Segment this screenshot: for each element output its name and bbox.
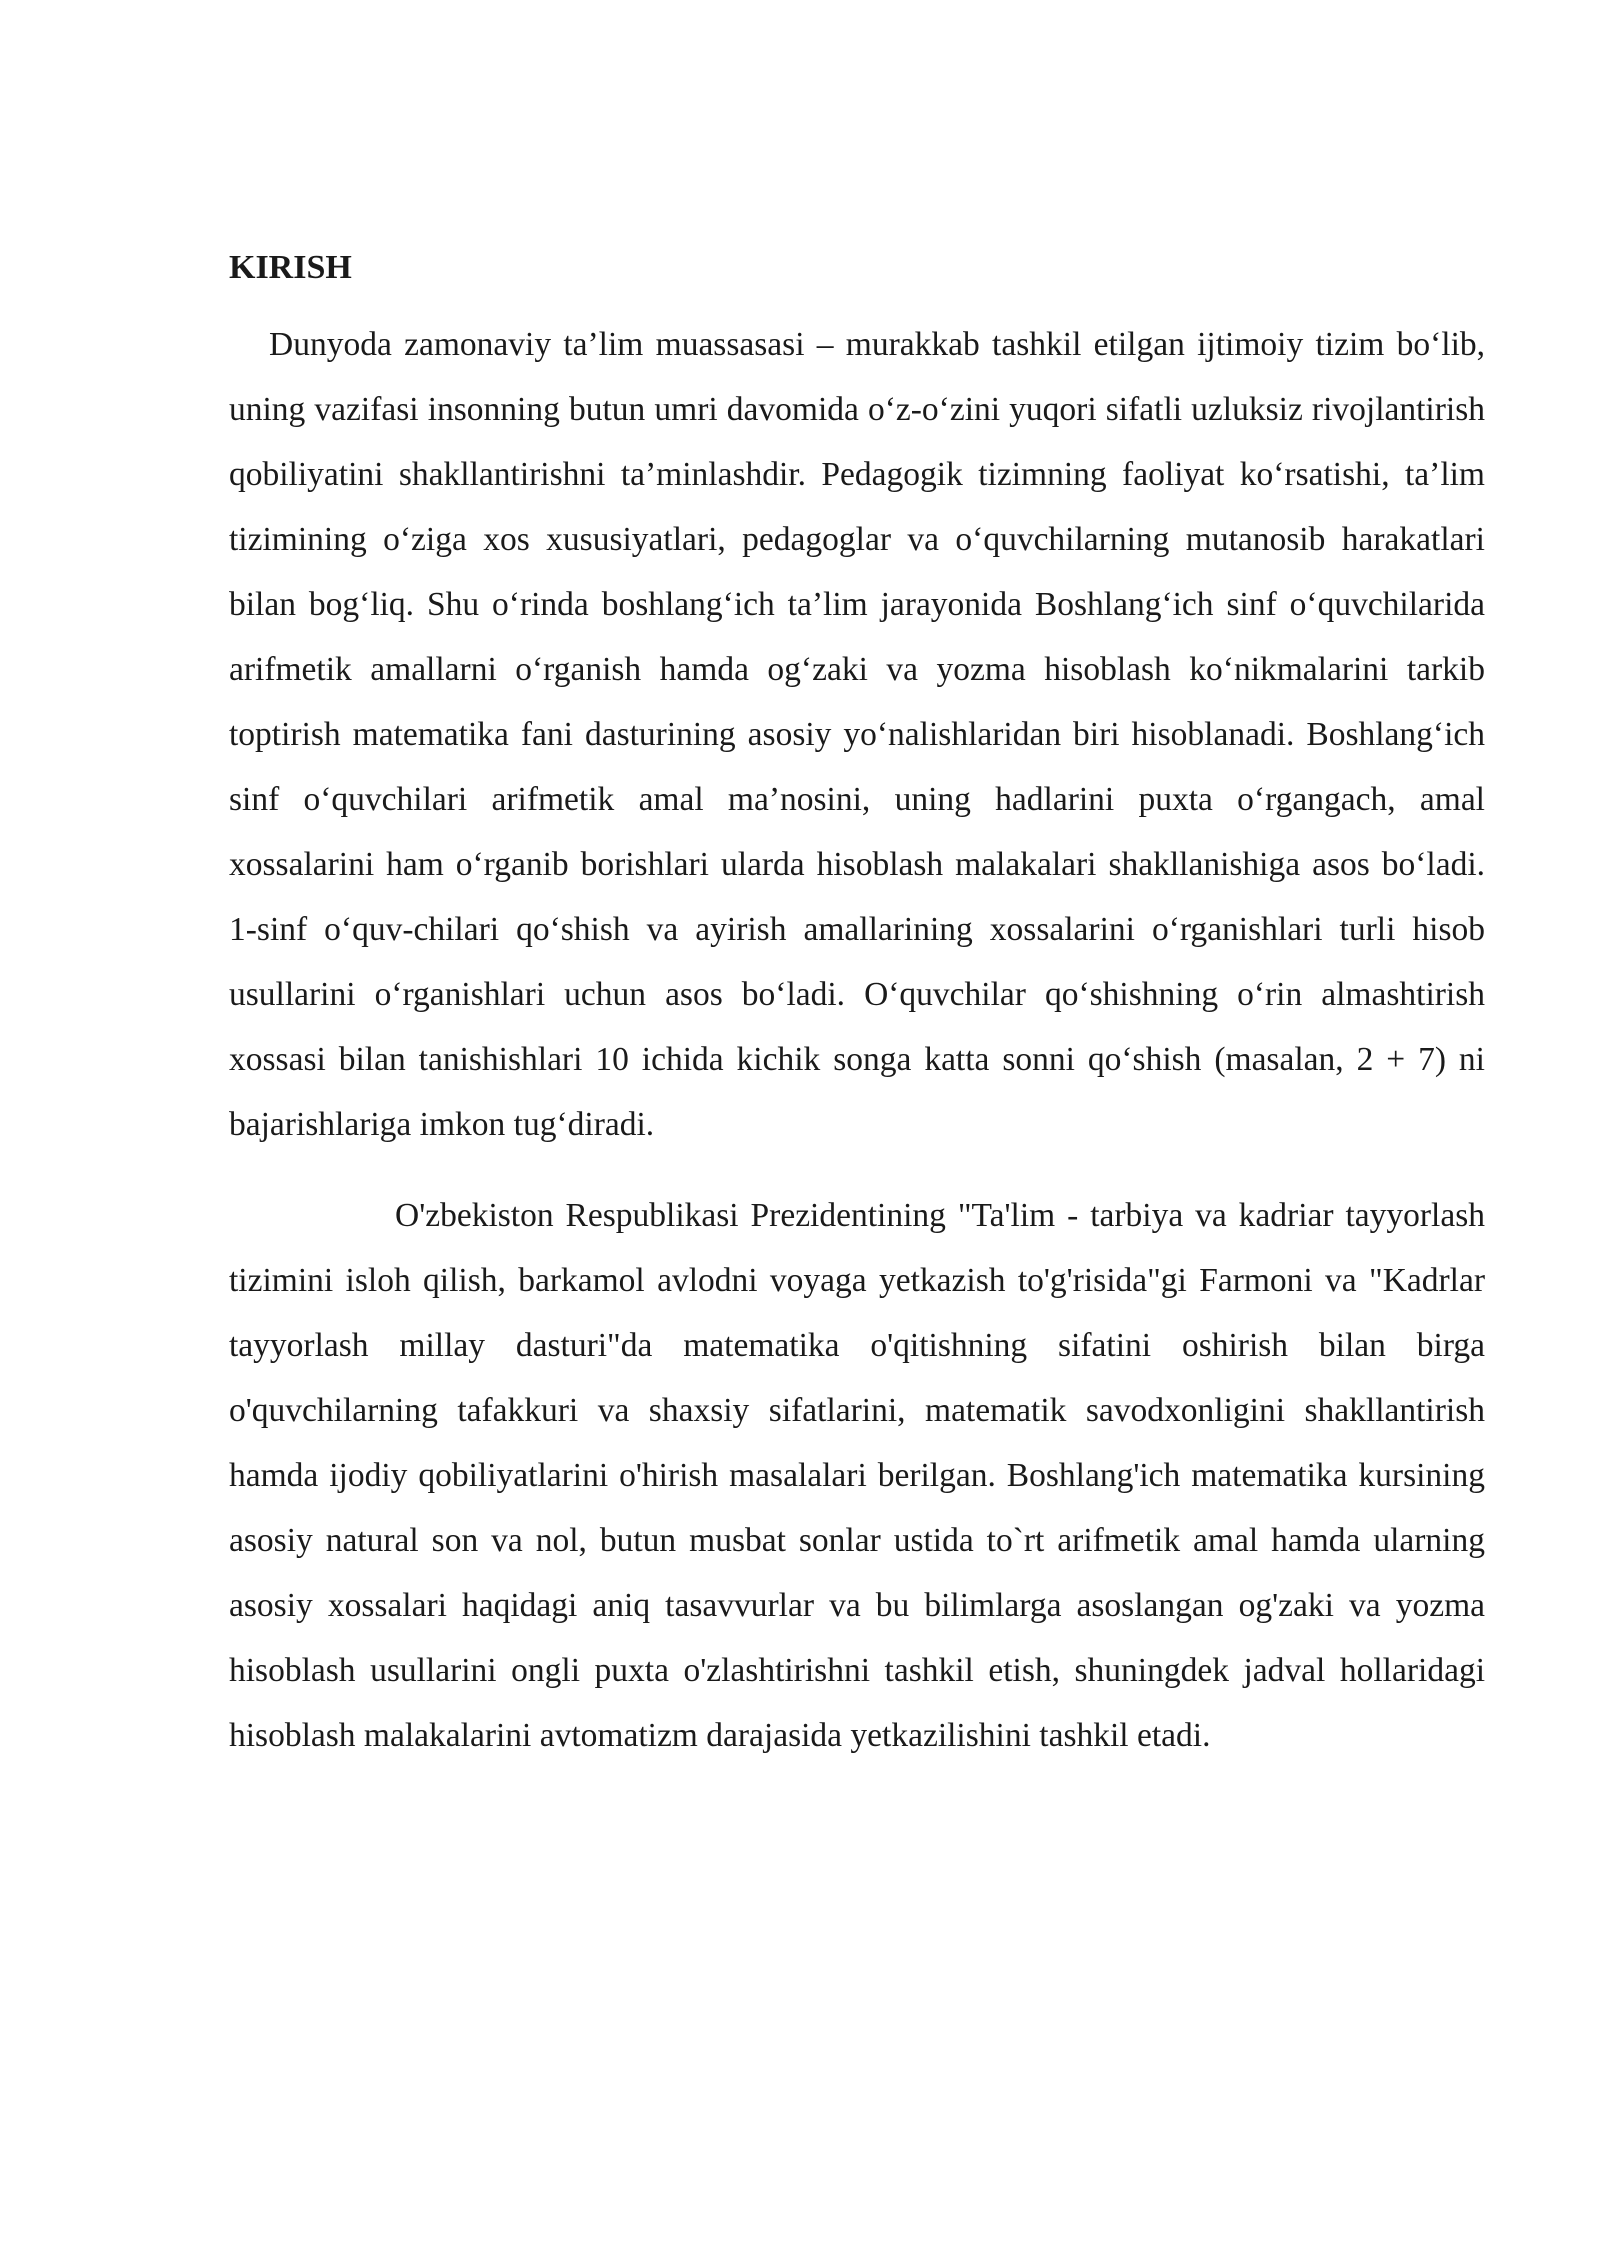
section-heading: KIRISH (229, 249, 352, 286)
paragraph-intro: Dunyoda zamonaviy ta’lim muassasasi – murakkab tashkil etilgan ijtimoiy tizim bo‘lib, uning vazifasi insonning butun umri davomida o‘z-o‘zini yuqori sifatli uzluksiz rivojlantirish qobiliyatini shakllantirishni ta’minlashdir. Pedagogik tizimning faoliyat ko‘rsatishi, ta’lim tizimining o‘ziga xos xususiyatlari, pedagoglar va o‘quvchilarning mutanosib harakatlari bilan bog‘liq. Shu o‘rinda boshlang‘ich ta’lim jarayonida Boshlang‘ich sinf o‘quvchilarida arifmetik amallarni o‘rganish hamda og‘zaki va yozma hisoblash ko‘nikmalarini tarkib toptirish matematika fani dasturining asosiy yo‘nalishlaridan biri hisoblanadi. Boshlang‘ich sinf o‘quvchilari arifmetik amal ma’nosini, uning hadlarini puxta o‘rgangach, amal xossalarini ham o‘rganib borishlari ularda hisoblash malakalari shakllanishiga asos bo‘ladi. 1-sinf o‘quv-chilari qo‘shish va ayirish amallarining xossalarini o‘rganishlari turli hisob usullarini o‘rganishlari uchun asos bo‘ladi. O‘quvchilar qo‘shishning o‘rin almashtirish xossasi bilan tanishishlari 10 ichida kichik songa katta sonni qo‘shish (masalan, 2 + 7) ni bajarishlariga imkon tug‘diradi. (229, 326, 1485, 1143)
document-body (229, 236, 1485, 1768)
paragraph-decree: O'zbekiston Respublikasi Prezidentining "Ta'lim - tarbiya va kadriar tayyorlash tizimini isloh qilish, barkamol avlodni voyaga yetkazish to'g'risida"gi Farmoni va "Kadrlar tayyorlash millay dasturi"da matematika o'qitishning sifatini oshirish bilan birga o'quvchilarning tafakkuri va shaxsiy sifatlarini, matematik savodxonligini shakllantirish hamda ijodiy qobiliyatlarini o'hirish masalalari berilgan. Boshlang'ich matematika kursining asosiy natural son va nol, butun musbat sonlar ustida to`rt arifmetik amal hamda ularning asosiy xossalari haqidagi aniq tasavvurlar va bu bilimlarga asoslangan og'zaki va yozma hisoblash usullarini ongli puxta o'zlashtirishni tashkil etish, shuningdek jadval hollaridagi hisoblash malakalarini avtomatizm darajasida yetkazilishini tashkil etadi. (229, 1197, 1485, 1754)
